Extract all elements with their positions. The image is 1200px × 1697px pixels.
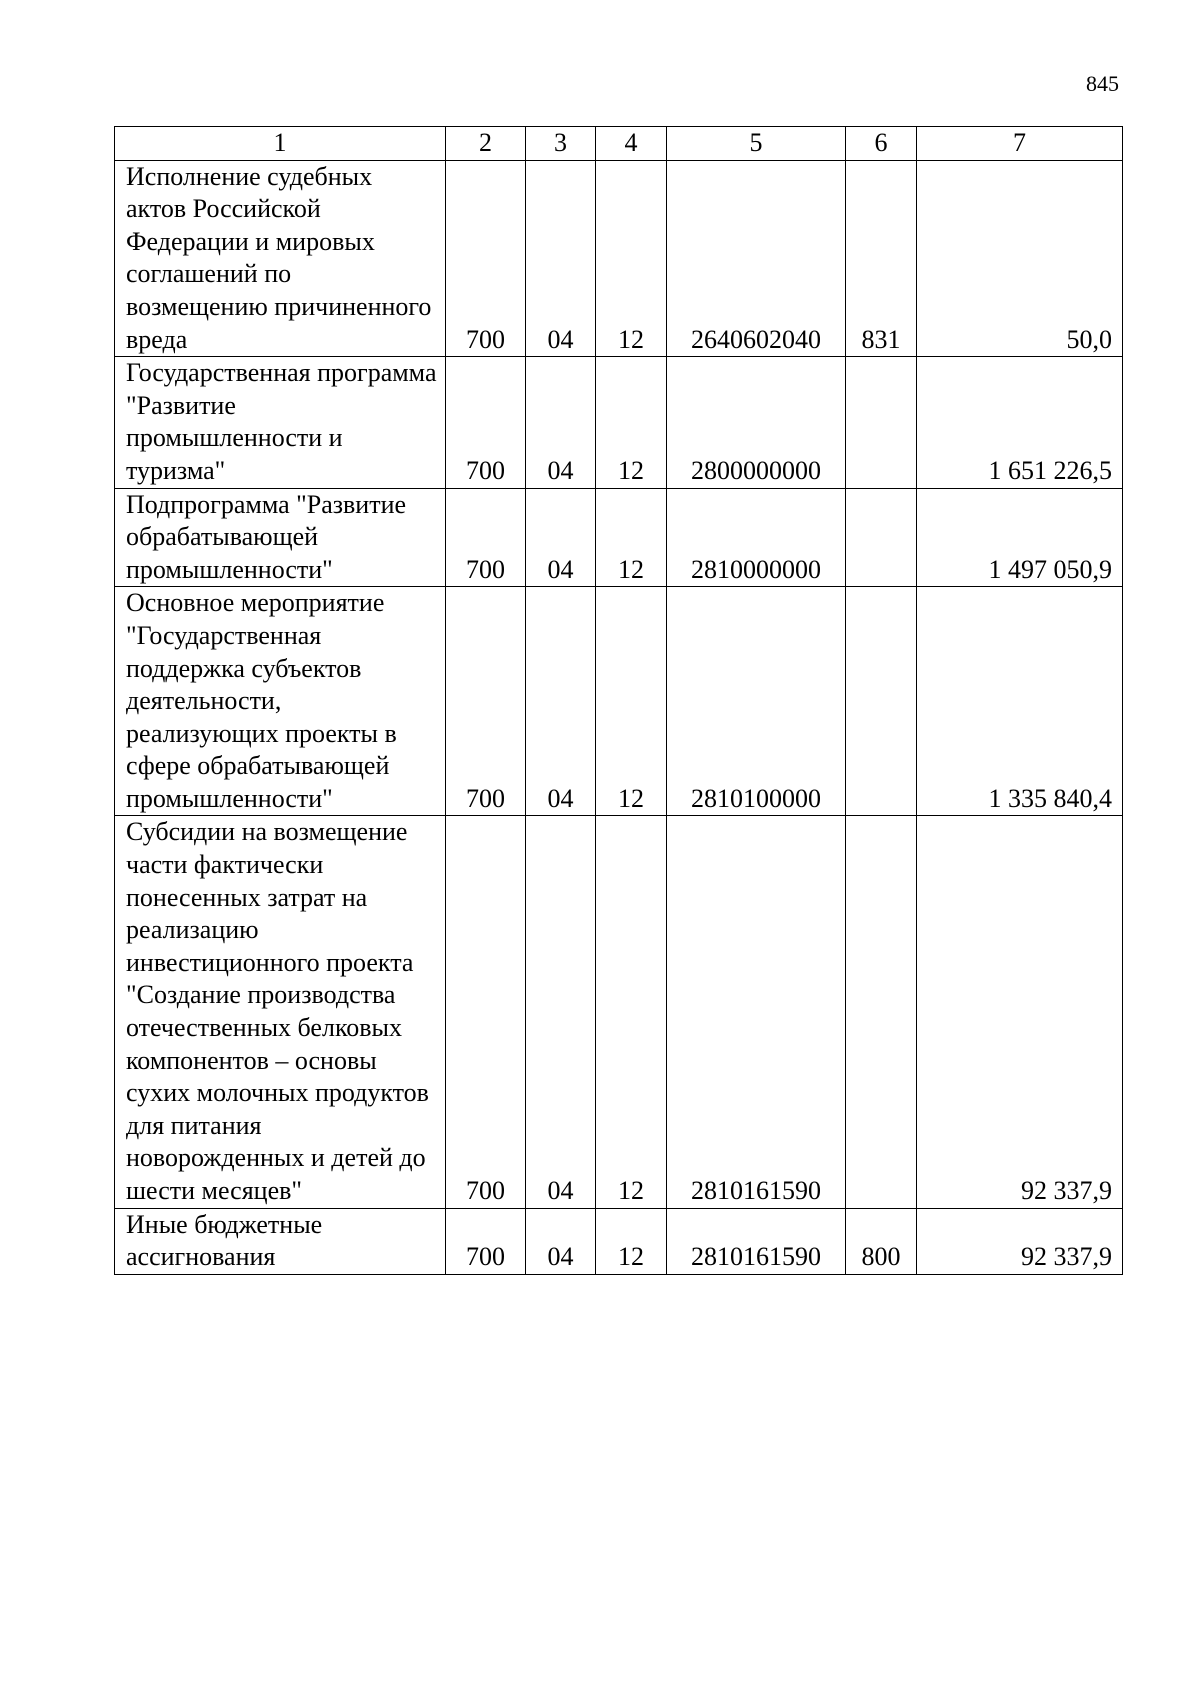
table-row: [115, 587, 1123, 816]
target-article-cell: 2810161590: [667, 1208, 846, 1274]
target-article-cell: 2640602040: [667, 160, 846, 357]
row-name-cell: Исполнение судебных актов Российской Федерации и мировых соглашений по возмещению причиненного вреда: [115, 160, 446, 357]
target-article-cell: 2810000000: [667, 488, 846, 587]
section-cell: 04: [526, 1208, 596, 1274]
amount-cell: 92 337,9: [917, 1208, 1123, 1274]
code-cell: 700: [446, 357, 526, 488]
code-cell: 700: [446, 160, 526, 357]
subsection-cell: 12: [596, 816, 667, 1208]
row-name-cell: Основное мероприятие "Государственная поддержка субъектов деятельности, реализующих проекты в сфере обрабатывающей промышленности": [115, 587, 446, 816]
section-cell: 04: [526, 488, 596, 587]
table-row: [115, 488, 1123, 587]
table-row: [115, 1208, 1123, 1274]
budget-table: [114, 126, 1123, 1275]
expense-type-cell: [846, 357, 917, 488]
target-article-cell: 2810100000: [667, 587, 846, 816]
column-header: 5: [667, 127, 846, 161]
expense-type-cell: [846, 816, 917, 1208]
subsection-cell: 12: [596, 587, 667, 816]
column-header: 6: [846, 127, 917, 161]
column-header: 4: [596, 127, 667, 161]
column-header: 3: [526, 127, 596, 161]
column-header: 7: [917, 127, 1123, 161]
target-article-cell: 2800000000: [667, 357, 846, 488]
subsection-cell: 12: [596, 357, 667, 488]
amount-cell: 1 497 050,9: [917, 488, 1123, 587]
table-row: [115, 816, 1123, 1208]
section-cell: 04: [526, 816, 596, 1208]
row-name-cell: Государственная программа "Развитие промышленности и туризма": [115, 357, 446, 488]
code-cell: 700: [446, 587, 526, 816]
subsection-cell: 12: [596, 488, 667, 587]
column-header: 1: [115, 127, 446, 161]
page-number: 845: [1086, 71, 1119, 96]
expense-type-cell: [846, 587, 917, 816]
row-name-cell: Иные бюджетные ассигнования: [115, 1208, 446, 1274]
code-cell: 700: [446, 1208, 526, 1274]
table-row: [115, 357, 1123, 488]
section-cell: 04: [526, 160, 596, 357]
target-article-cell: 2810161590: [667, 816, 846, 1208]
section-cell: 04: [526, 357, 596, 488]
column-header: 2: [446, 127, 526, 161]
code-cell: 700: [446, 816, 526, 1208]
amount-cell: 1 651 226,5: [917, 357, 1123, 488]
amount-cell: 1 335 840,4: [917, 587, 1123, 816]
section-cell: 04: [526, 587, 596, 816]
amount-cell: 50,0: [917, 160, 1123, 357]
subsection-cell: 12: [596, 160, 667, 357]
subsection-cell: 12: [596, 1208, 667, 1274]
table-header-row: [115, 127, 1123, 161]
expense-type-cell: 831: [846, 160, 917, 357]
expense-type-cell: 800: [846, 1208, 917, 1274]
row-name-cell: Подпрограмма "Развитие обрабатывающей промышленности": [115, 488, 446, 587]
table-row: [115, 160, 1123, 357]
row-name-cell: Субсидии на возмещение части фактически понесенных затрат на реализацию инвестиционного проекта "Создание производства отечественных белковых компонентов – основы сухих молочных продуктов для питания новорожденных и детей до шести месяцев": [115, 816, 446, 1208]
expense-type-cell: [846, 488, 917, 587]
code-cell: 700: [446, 488, 526, 587]
amount-cell: 92 337,9: [917, 816, 1123, 1208]
